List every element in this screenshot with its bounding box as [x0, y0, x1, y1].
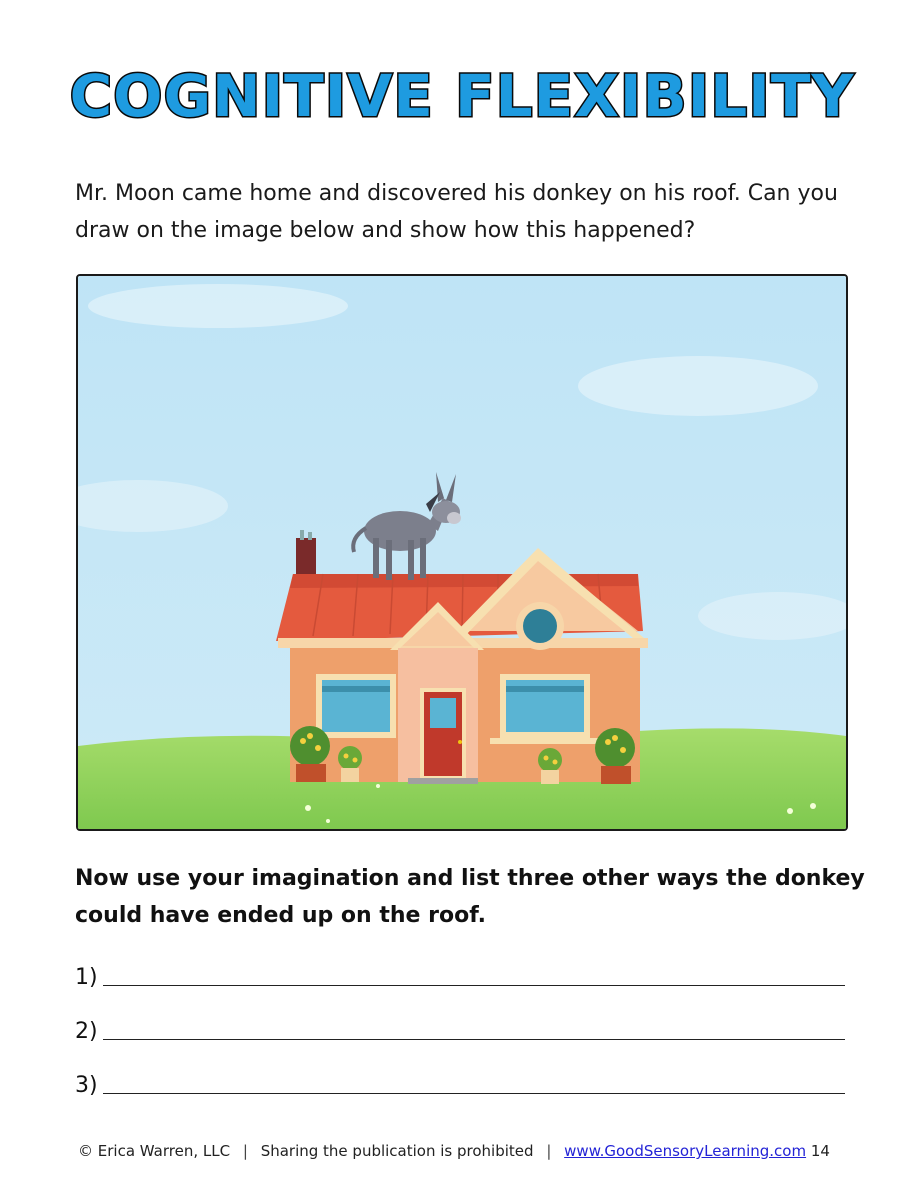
flower-pot-icon — [538, 748, 562, 784]
page-title: COGNITIVE FLEXIBILITY — [69, 62, 855, 130]
prompt-text: Now use your imagination and list three other ways the donkey could have ended up on the roof. — [75, 866, 865, 928]
website-link[interactable]: www.GoodSensoryLearning.com — [564, 1142, 807, 1160]
notice-text: Sharing the publication is prohibited — [260, 1142, 534, 1160]
answer-line-2[interactable] — [75, 1014, 845, 1044]
separator: | — [546, 1142, 552, 1160]
footer — [78, 1142, 878, 1160]
answer-line-3[interactable] — [75, 1068, 845, 1098]
scene-image — [76, 274, 848, 831]
copyright-text: © Erica Warren, LLC — [78, 1142, 231, 1160]
write-line — [103, 1039, 845, 1040]
write-line — [103, 1093, 845, 1094]
answer-number: 2) — [75, 1019, 98, 1044]
answer-number: 3) — [75, 1073, 98, 1098]
flower-pot-icon — [338, 746, 362, 782]
page-number: 14 — [810, 1142, 830, 1160]
answer-number: 1) — [75, 965, 98, 990]
answer-line-1[interactable] — [75, 960, 845, 990]
separator: | — [242, 1142, 248, 1160]
flower-pot-icon — [290, 726, 330, 782]
intro-text: Mr. Moon came home and discovered his donkey on his roof. Can you draw on the image below and show how this happened? — [75, 181, 838, 243]
write-line — [103, 985, 845, 986]
flower-pot-icon — [595, 728, 635, 784]
